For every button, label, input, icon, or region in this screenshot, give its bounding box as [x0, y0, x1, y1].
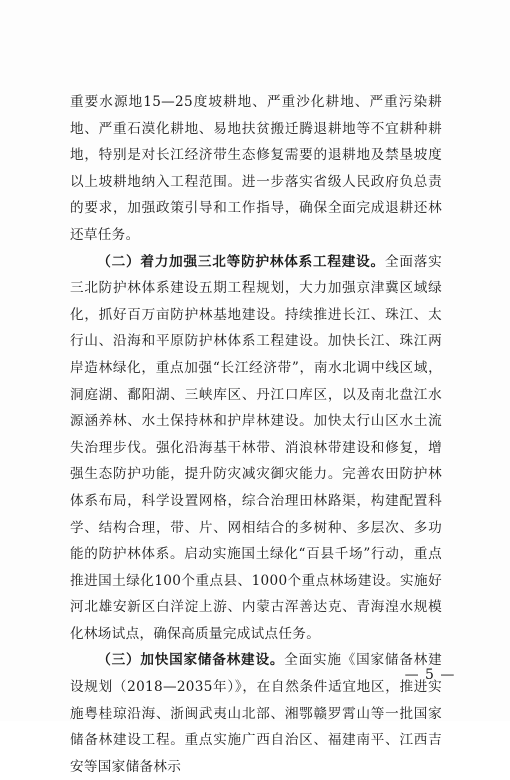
- paragraph-text: 全面实施《国家储备林建设规划（2018—2035年）》，在自然条件适宜地区，推进实施粤桂琼沿海、浙闽武夷山北部、湘鄂赣罗霄山等一批国家储备林建设工程。重点实施广西自治区、福建南平、江西吉安等国家储备林示: [70, 652, 442, 775]
- document-body: [70, 89, 442, 780]
- paragraph-reserve-forest: [70, 647, 442, 780]
- paragraph-text: 重要水源地15—25度坡耕地、严重沙化耕地、严重污染耕地、严重石漠化耕地、易地扶贫搬迁腾退耕地等不宜耕种耕地，特别是对长江经济带生态修复需要的退耕地及禁垦坡度以上坡耕地纳入工程范围。进一步落实省级人民政府负总责的要求，加强政策引导和工作指导，确保全面完成退耕还林还草任务。: [70, 94, 442, 243]
- section-heading-reserve-forest: （三）加快国家储备林建设。: [97, 652, 285, 669]
- paragraph-shelterbelt: [70, 249, 442, 648]
- page-number: — 5 —: [404, 667, 456, 683]
- section-heading-shelterbelt: （二）着力加强三北等防护林体系工程建设。: [97, 253, 385, 270]
- paragraph-continuation: [70, 89, 442, 249]
- paragraph-text: 全面落实三北防护林体系建设五期工程规划，大力加强京津冀区域绿化，抓好百万亩防护林基地建设。持续推进长江、珠江、太行山、沿海和平原防护林体系工程建设。加快长江、珠江两岸造林绿化，重点加强“长江经济带”，南水北调中线区域，洞庭湖、鄱阳湖、三峡库区、丹江口库区，以及南北盘江水源涵养林、水土保持林和护岸林建设。加快太行山区水土流失治理步伐。强化沿海基干林带、消浪林带建设和修复，增强生态防护功能，提升防灾减灾御灾能力。完善农田防护林体系布局，科学设置网格，综合治理田林路渠，构建配置科学、结构合理，带、片、网相结合的多树种、多层次、多功能的防护林体系。启动实施国土绿化“百县千场”行动，重点推进国土绿化100个重点县、1000个重点林场建设。实施好河北雄安新区白洋淀上游、内蒙古浑善达克、青海湟水规模化林场试点，确保高质量完成试点任务。: [70, 253, 443, 642]
